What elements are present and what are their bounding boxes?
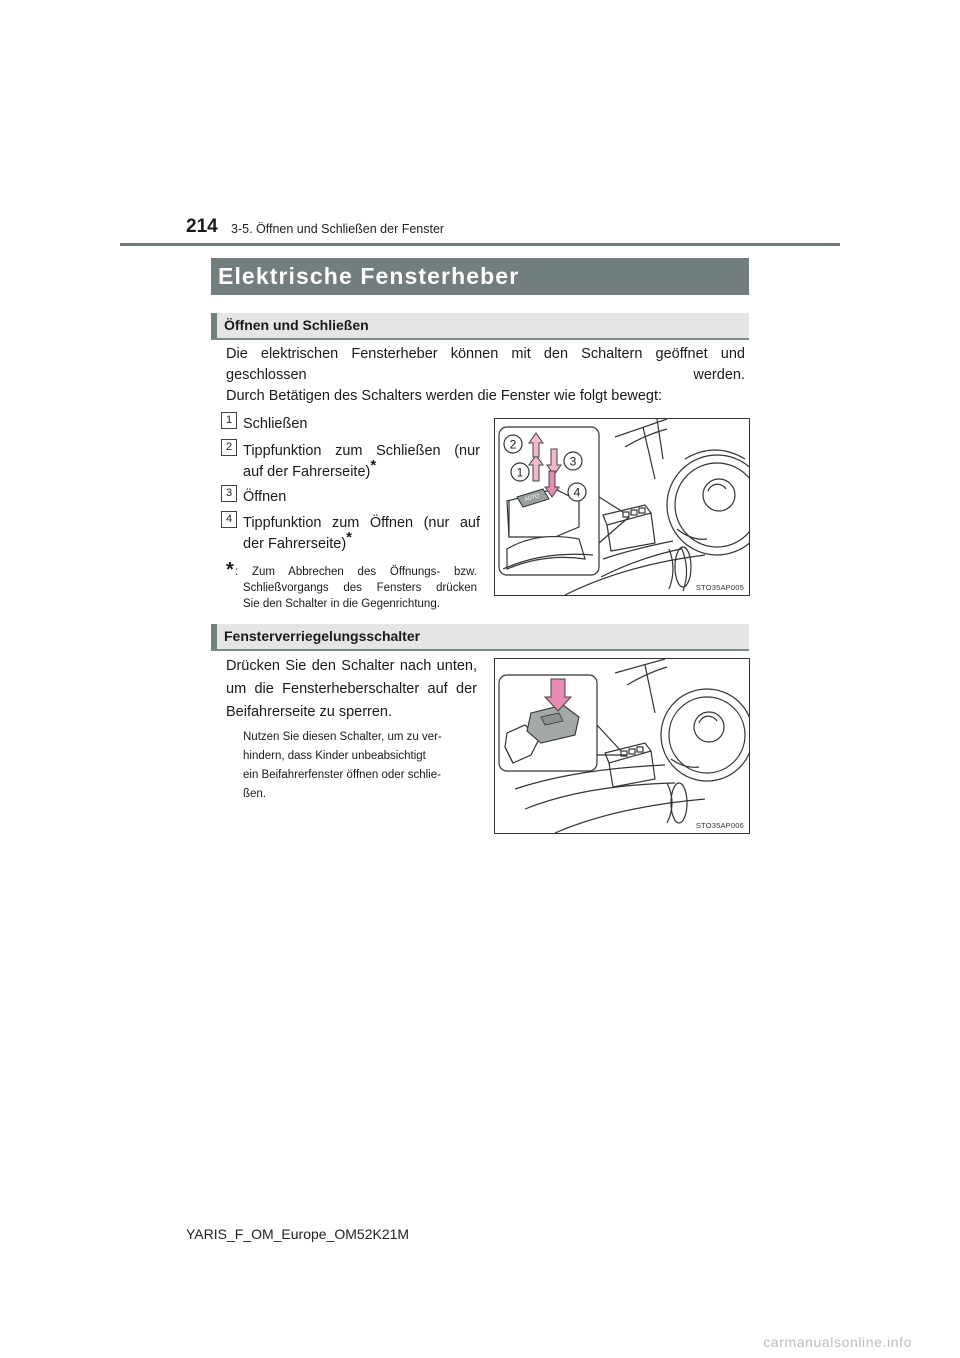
item-4-text-line2 (243, 529, 352, 555)
switch-auto-label: AUTO (523, 493, 541, 503)
intro-paragraph: Die elektrischen Fensterheber können mit den Schaltern geöffnet und geschlossen werden. (226, 346, 745, 383)
lock-hint-line-2: hindern, dass Kinder unbeabsichtigt (243, 750, 426, 762)
footnote-marker: * (226, 559, 234, 581)
item-1-text: Schließen (243, 416, 308, 432)
title-bar (211, 258, 749, 295)
figure-code: STO35AP006 (695, 821, 744, 830)
item-number-2: 2 (221, 439, 237, 456)
footnote-star: * (370, 457, 377, 475)
item-2-line2: auf der Fahrerseite) (243, 464, 371, 480)
lock-body-line-1: Drücken Sie den Schalter nach unten, (226, 658, 477, 674)
lock-body-line-2: um die Fensterheberschalter auf der (226, 681, 477, 697)
section-heading-text: Öffnen und Schließen (224, 317, 369, 333)
footnote-line-1: : Zum Abbrechen des Öffnungs- bzw. (235, 566, 477, 578)
watermark: carmanualsonline.info (763, 1334, 912, 1350)
section-heading-open-close (211, 313, 749, 340)
lock-hint-line-4: ßen. (243, 788, 267, 800)
page-title: Elektrische Fensterheber (218, 263, 520, 289)
callout-1: 1 (516, 465, 524, 480)
section-heading-text: Fensterverriegelungsschalter (224, 628, 421, 644)
figure-window-switch (494, 418, 750, 596)
figure-window-lock (494, 658, 750, 834)
page-number: 214 (186, 216, 218, 237)
item-3-text: Öffnen (243, 489, 287, 505)
callout-4: 4 (573, 485, 581, 500)
item-4-line2: der Fahrerseite) (243, 536, 347, 552)
item-number-1: 1 (221, 412, 237, 429)
lock-body-line-3: Beifahrerseite zu sperren. (226, 704, 393, 720)
figure-code: STO35AP005 (695, 583, 744, 592)
callout-3: 3 (569, 454, 577, 469)
intro-paragraph-2: Durch Betätigen des Schalters werden die Fenster wie folgt bewegt: (226, 388, 663, 404)
footer-doc-id: YARIS_F_OM_Europe_OM52K21M (186, 1226, 410, 1242)
lock-hint-line-3: ein Beifahrerfenster öffnen oder schlie- (243, 769, 441, 781)
header-rule (120, 243, 840, 246)
heading-stripe (211, 313, 217, 338)
footnote-line-3: Sie den Schalter in die Gegenrichtung. (243, 598, 440, 610)
footnote-line-2: Schließvorgangs des Fensters drücken (243, 582, 477, 594)
callout-2: 2 (509, 437, 517, 452)
section-heading-window-lock (211, 624, 749, 651)
item-4-text: Tippfunktion zum Öffnen (nur auf (243, 515, 480, 531)
window-lock-illustration (495, 659, 749, 833)
item-2-text-line2 (243, 457, 377, 483)
section-label: 3-5. Öffnen und Schließen der Fenster (231, 222, 445, 236)
lock-hint-line-1: Nutzen Sie diesen Schalter, um zu ver- (243, 731, 442, 743)
window-switch-illustration (495, 419, 749, 595)
item-number-3: 3 (221, 485, 237, 502)
heading-stripe (211, 624, 217, 649)
item-2-text: Tippfunktion zum Schließen (nur (243, 443, 480, 459)
footnote-star: * (346, 529, 352, 547)
item-number-4: 4 (221, 511, 237, 528)
